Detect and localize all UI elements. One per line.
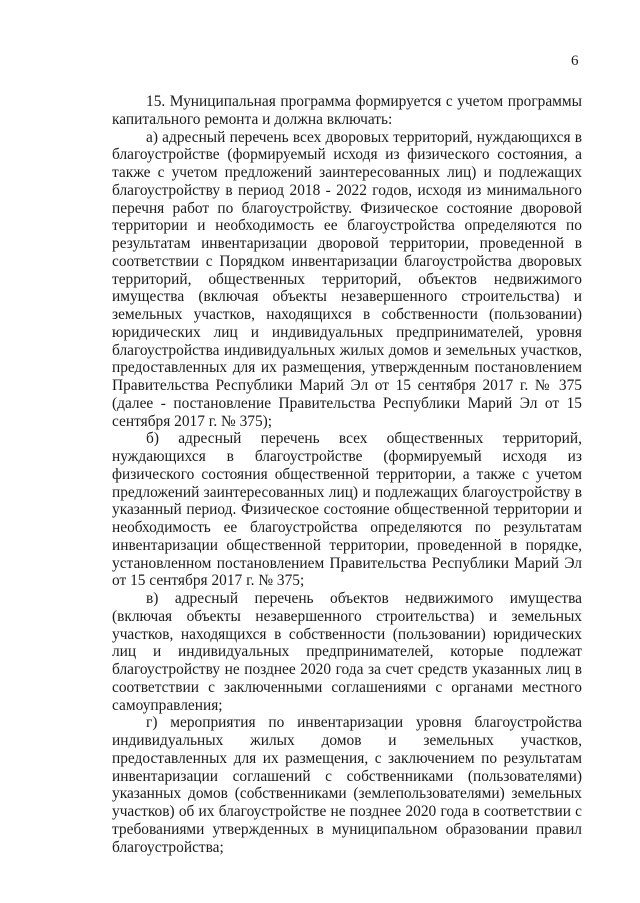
document-body xyxy=(112,93,582,856)
page-number: 6 xyxy=(571,53,579,69)
paragraph-15-intro: 15. Муниципальная программа формируется с учетом программы капитального ремонта и должна включать: xyxy=(112,93,582,128)
paragraph-item-a: а) адресный перечень всех дворовых территорий, нуждающихся в благоустройстве (формируемый исходя из физического состояния, а также с учетом предложений заинтересованных лиц) и подлежащих благоустройству в период 2018 - 2022 годов, исходя из минимального перечня работ по благоустройству. Физическое состояние дворовой территории и необходимость ее благоустройства определяются по результатам инвентаризации дворовой территории, проведенной в соответствии с Порядком инвентаризации благоустройства дворовых территорий, общественных территорий, объектов недвижимого имущества (включая объекты незавершенного строительства) и земельных участков, находящихся в собственности (пользовании) юридических лиц и индивидуальных предпринимателей, уровня благоустройства индивидуальных жилых домов и земельных участков, предоставленных для их размещения, утвержденным постановлением Правительства Республики Марий Эл от 15 сентября 2017 г. № 375 (далее - постановление Правительства Республики Марий Эл от 15 сентября 2017 г. № 375); xyxy=(112,128,582,430)
paragraph-item-g: г) мероприятия по инвентаризации уровня благоустройства индивидуальных жилых домов и земельных участков, предоставленных для их размещения, с заключением по результатам инвентаризации соглашений с собственниками (пользователями) указанных домов (собственниками (землепользователями) земельных участков) об их благоустройстве не позднее 2020 года в соответствии с требованиями утвержденных в муниципальном образовании правил благоустройства; xyxy=(112,714,582,856)
paragraph-item-b: б) адресный перечень всех общественных территорий, нуждающихся в благоустройстве (формируемый исходя из физического состояния общественной территории, а также с учетом предложений заинтересованных лиц) и подлежащих благоустройству в указанный период. Физическое состояние общественной территории и необходимость ее благоустройства определяются по результатам инвентаризации общественной территории, проведенной в порядке, установленном постановлением Правительства Республики Марий Эл от 15 сентября 2017 г. № 375; xyxy=(112,430,582,590)
paragraph-item-v: в) адресный перечень объектов недвижимого имущества (включая объекты незавершенного строительства) и земельных участков, находящихся в собственности (пользовании) юридических лиц и индивидуальных предпринимателей, которые подлежат благоустройству не позднее 2020 года за счет средств указанных лиц в соответствии с заключенными соглашениями с органами местного самоуправления; xyxy=(112,590,582,714)
